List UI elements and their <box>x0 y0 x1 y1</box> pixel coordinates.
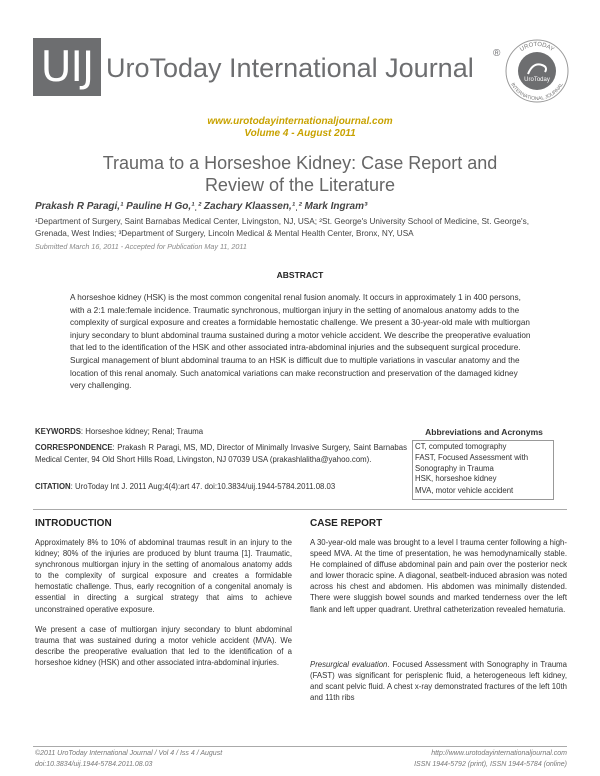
citation <box>35 482 407 491</box>
article-affiliations: ¹Department of Surgery, Saint Barnabas Medical Center, Livingston, NJ, USA; ²St. George's University School of Medicine, St. George's, Grenada, West Indies; ³Department of Surgery, Lincoln Medical & Mental Health Center, Bronx, NY, USA <box>35 217 529 238</box>
abstract-heading: ABSTRACT <box>276 270 324 280</box>
footer-doi: doi:10.3834/uij.1944-5784.2011.08.03 <box>35 761 153 768</box>
introduction-paragraph-1: Approximately 8% to 10% of abdominal traumas result in an injury to the kidney; 80% of the injuries are produced by blunt trauma [1]. Traumatic, synchronous multiorgan injury in the setting of anomalous anatomy adds to the complexity of surgical exposure and creates a formidable hemostatic challenge. Thus, early recognition of a congenital anomaly is essential in directing a surgical strategy that aims to achieve unconstrained operative exposure. <box>35 538 292 614</box>
correspondence <box>35 442 407 466</box>
introduction-heading: INTRODUCTION <box>35 518 112 529</box>
section-divider <box>33 509 567 510</box>
case-report-paragraph-1: A 30-year-old male was brought to a level I trauma center following a high-speed MVA. At the time of presentation, he was hemodynamically stable. He complained of diffuse abdominal pain and pain over the posterior neck and lower thoracic spine. A diagonal, seatbelt-induced abrasion was noted across his chest and abdomen. His abdomen was minimally distended. There were sluggish bowel sounds and marked tenderness over the left flank and left upper quadrant. Urethral catheterization revealed hematuria. <box>310 538 567 614</box>
keywords-label: KEYWORDS <box>35 427 81 436</box>
abstract-text: A horseshoe kidney (HSK) is the most common congenital renal fusion anomaly. It occurs in approximately 1 in 400 persons, with a 2:1 male:female incidence. Traumatic synchronous, multiorgan injury in the setting of anomalous anatomy adds to the complexity of surgical exposure and creates a formidable hemostatic challenge. We present a 30-year-old male with multiorgan injury secondary to blunt abdominal trauma sustained during a motor vehicle accident. We describe the preoperative evaluation that led to the identification of the HSK and other associated intra-abdominal injuries and the subsequent surgical procedure. Surgical management of blunt abdominal trauma to an HSK is difficult due to multiple variations in vascular anatomy and the location of this renal anomaly. Such anatomical variations can make reconstruction and preservation of the damaged kidney very challenging. <box>70 293 531 391</box>
introduction-paragraph-2: We present a case of multiorgan injury secondary to blunt abdominal trauma that was sustained during a motor vehicle accident (MVA). We describe the preoperative evaluation that led to the identification of a horseshoe kidney (HSK) and other associated intra-abdominal injuries. <box>35 625 292 668</box>
abbreviation-item: FAST, Focused Assessment with Sonography in Trauma <box>415 453 529 473</box>
presurgical-text: . Focused Assessment with Sonography in Trauma (FAST) was significant for perisplenic fluid, a heterogeneous left kidney, and scant pelvic fluid. A chest x-ray demonstrated fractures of the left 10th and 11th ribs <box>310 660 567 703</box>
seal-center-text: UroToday <box>524 77 550 83</box>
keywords <box>35 427 203 436</box>
correspondence-label: CORRESPONDENCE <box>35 443 113 452</box>
keywords-value: : Horseshoe kidney; Renal; Trauma <box>80 427 204 436</box>
journal-name: UroToday International Journal <box>106 53 474 83</box>
footer-issn: ISSN 1944-5792 (print), ISSN 1944-5784 (online) <box>414 761 567 768</box>
footer-url[interactable]: http://www.urotodayinternationaljournal.com <box>431 750 567 757</box>
svg-text:UROTODAY <box>519 42 555 53</box>
footer-divider <box>33 746 567 747</box>
case-report-paragraph-2 <box>310 659 567 703</box>
article-title-line2: Review of the Literature <box>204 175 396 195</box>
article-title-line1: Trauma to a Horseshoe Kidney: Case Report and <box>102 153 498 173</box>
article-authors: Prakash R Paragi,¹ Pauline H Go,¹ˌ² Zachary Klaassen,¹ˌ² Mark Ingram³ <box>35 201 368 212</box>
presurgical-label: Presurgical evaluation <box>310 660 388 669</box>
citation-label: CITATION <box>35 482 71 491</box>
submission-dates: Submitted March 16, 2011 - Accepted for Publication May 11, 2011 <box>35 242 247 251</box>
registered-mark: ® <box>493 48 501 59</box>
abbreviation-item: MVA, motor vehicle accident <box>415 486 514 495</box>
journal-website[interactable]: www.urotodayinternationaljournal.com <box>207 116 393 127</box>
abbreviation-item: CT, computed tomography <box>415 442 507 451</box>
case-report-heading: CASE REPORT <box>310 518 383 529</box>
footer-copyright: ©2011 UroToday International Journal / Vol 4 / Iss 4 / August <box>35 750 223 757</box>
article-title <box>40 152 560 196</box>
abbreviation-item: HSK, horseshoe kidney <box>415 474 497 483</box>
journal-volume: Volume 4 - August 2011 <box>244 128 356 139</box>
abbreviations-heading: Abbreviations and Acronyms <box>425 427 543 437</box>
seal-text-bottom: INTERNATIONAL JOURNAL <box>509 81 565 103</box>
journal-seal-icon <box>504 38 570 104</box>
seal-text-top: UROTODAY <box>519 41 555 54</box>
citation-value: : UroToday Int J. 2011 Aug;4(4):art 47. doi:10.3834/uij.1944-5784.2011.08.03 <box>70 482 336 491</box>
journal-logo: UIJ <box>33 38 101 96</box>
correspondence-value: : Prakash R Paragi, MS, MD, Director of Minimally Invasive Surgery, Saint Barnabas Medical Center, 94 Old Short Hills Road, Livingston, NJ 07039 USA (prakashlalitha@yahoo.com). <box>35 443 407 465</box>
